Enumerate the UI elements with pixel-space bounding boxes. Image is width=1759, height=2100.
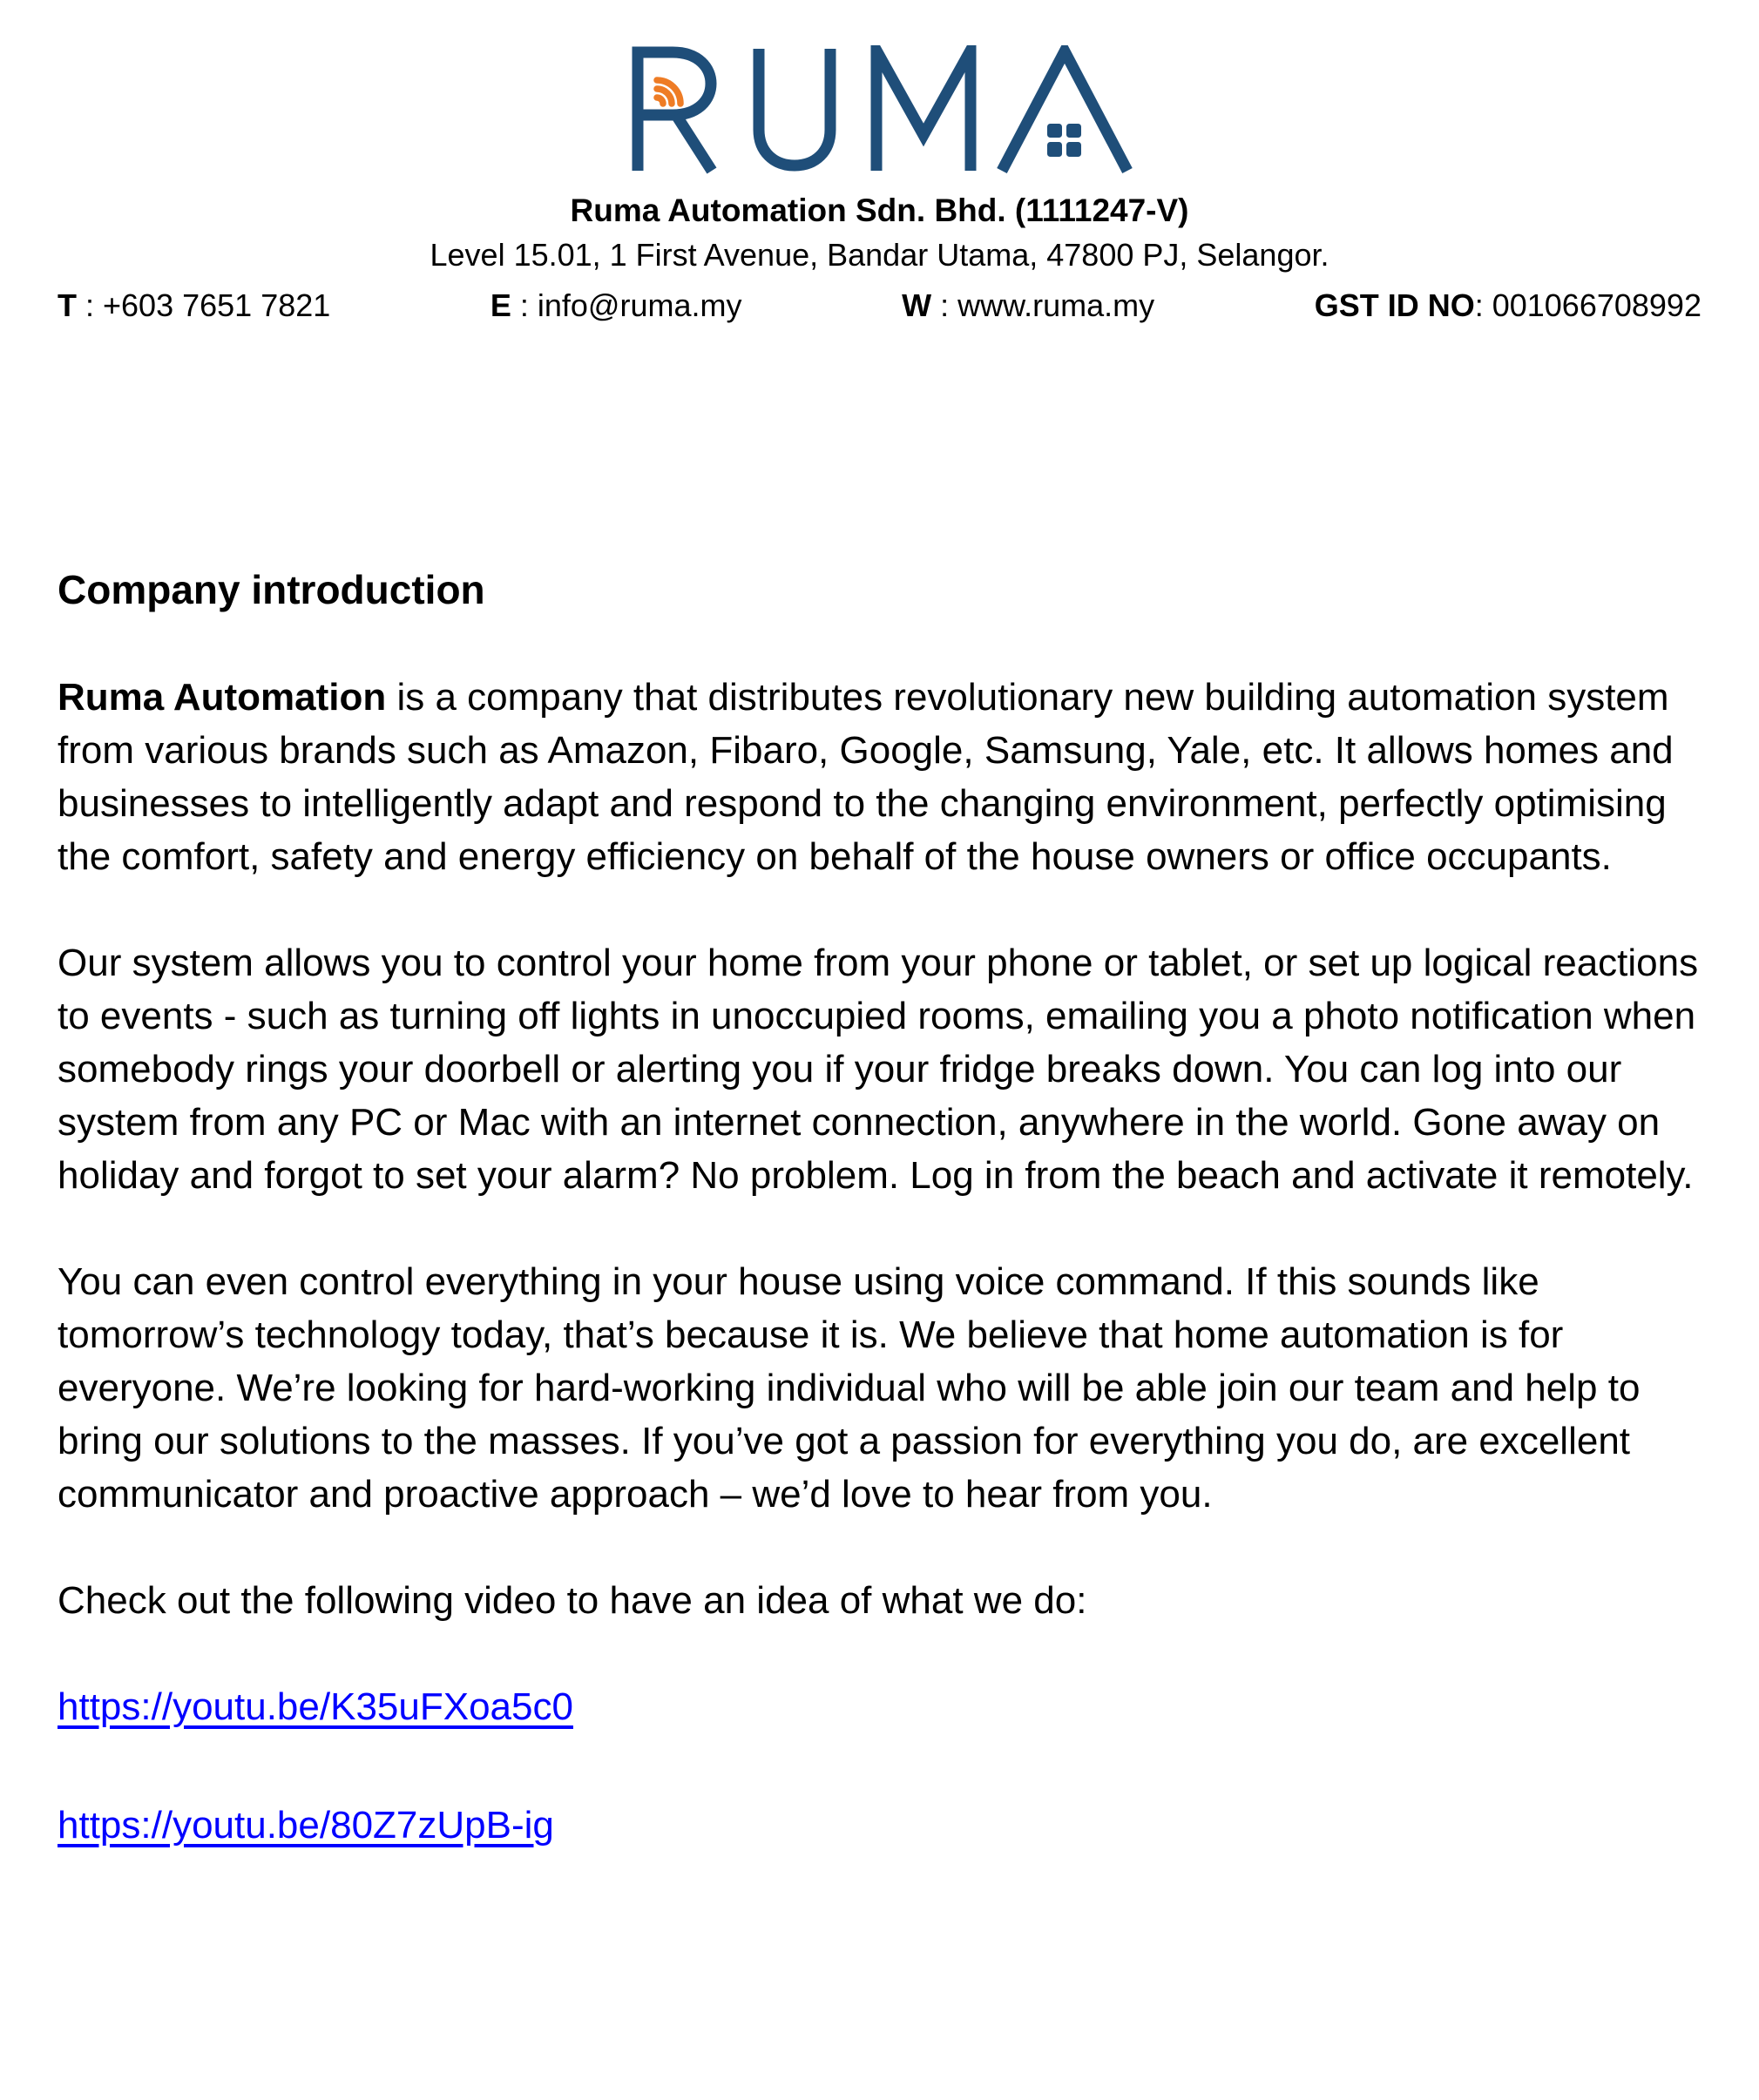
contact-row [0, 286, 1759, 326]
letterhead [0, 0, 1759, 326]
logo-letter-r [638, 52, 712, 171]
contact-website-value: www.ruma.my [957, 287, 1155, 323]
contact-gst-id [1315, 286, 1701, 326]
logo-letter-m [876, 51, 971, 171]
contact-phone-label: T [58, 287, 77, 323]
contact-phone-separator: : [77, 287, 104, 323]
logo-letter-a-house [1002, 51, 1127, 171]
paragraph-voice: You can even control everything in your house using voice command. If this sounds like tomorrow’s technology today, that’s because it is. We believe that home automation is for everyone. We’re looking for hard-working individual who will be able join our team and help to bring our solutions to the masses. If you’ve got a passion for everything you do, are excellent communicator and proactive approach – we’d love to hear from you. [58, 1260, 1641, 1516]
paragraph-intro-company-bold: Ruma Automation [58, 676, 387, 719]
wifi-signal-icon [657, 80, 680, 104]
paragraph-video-prompt: Check out the following video to have an idea of what we do: [58, 1579, 1087, 1622]
video-link-2[interactable]: https://youtu.be/80Z7zUpB-ig [58, 1804, 554, 1847]
section-heading: Company introduction [58, 567, 485, 612]
contact-website-separator: : [931, 287, 958, 323]
company-name: Ruma Automation Sdn. Bhd. (1111247-V) [570, 192, 1189, 228]
video-link-line-1 [58, 1680, 1700, 1733]
contact-gst-id-value: 001066708992 [1492, 287, 1701, 323]
contact-email [490, 286, 742, 326]
logo-letter-u [759, 49, 830, 165]
video-link-1[interactable]: https://youtu.be/K35uFXoa5c0 [58, 1685, 573, 1728]
paragraph-system: Our system allows you to control your home from your phone or tablet, or set up logical reactions to events - such as turning off lights in unoccupied rooms, emailing you a photo notification when somebody rings your doorbell or alerting you if your fridge breaks down. You can log into our system from any PC or Mac with an internet connection, anywhere in the world. Gone away on holiday and forgot to set your alarm? No problem. Log in from the beach and activate it remotely. [58, 942, 1699, 1197]
contact-website-label: W [902, 287, 932, 323]
contact-phone [58, 286, 330, 326]
document-body [0, 566, 1759, 1852]
contact-email-label: E [490, 287, 511, 323]
paragraph-intro-text: is a company that distributes revolutionary new building automation system from various brands such as Amazon, Fibaro, Google, Samsung, Yale, etc. It allows homes and businesses to intelligently adapt and respond to the changing environment, perfectly optimising the comfort, safety and energy efficiency on behalf of the house owners or office occupants. [58, 676, 1674, 878]
ruma-logo [627, 45, 1133, 176]
video-link-line-2 [58, 1799, 1700, 1852]
house-window-icon [1047, 124, 1081, 157]
contact-website [902, 286, 1154, 326]
contact-email-value: info@ruma.my [537, 287, 742, 323]
paragraph-intro [58, 671, 1700, 883]
contact-gst-id-label: GST ID NO [1314, 287, 1475, 323]
company-address: Level 15.01, 1 First Avenue, Bandar Utama, 47800 PJ, Selangor. [430, 237, 1329, 273]
contact-email-separator: : [511, 287, 538, 323]
contact-gst-id-separator: : [1474, 287, 1492, 323]
contact-phone-value: +603 7651 7821 [103, 287, 331, 323]
